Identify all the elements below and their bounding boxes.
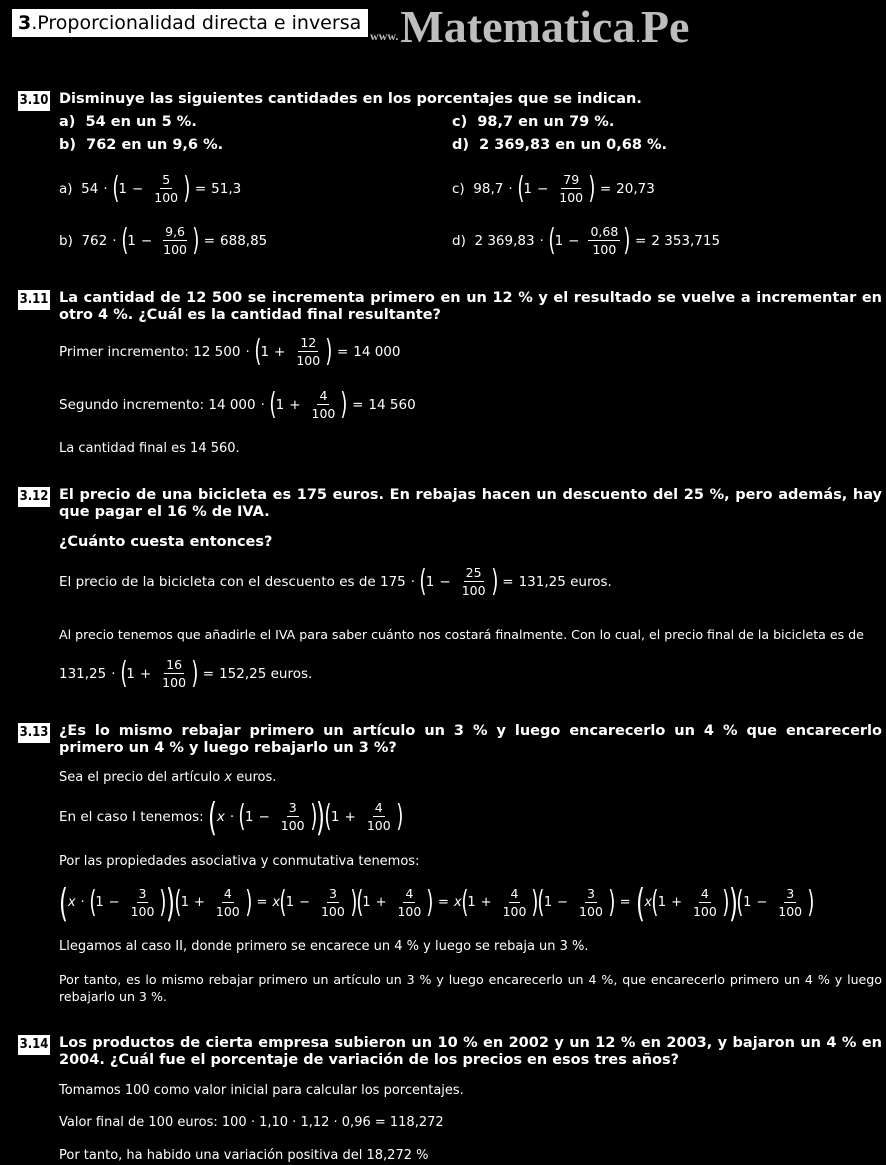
fraction: $\frac{9,6}{100}$ (163, 224, 187, 257)
exercise-number: 3.14 (18, 1035, 50, 1055)
fraction: $\frac{3}{100}$ (280, 800, 305, 833)
first-increment: Primer incremento: 12 500 · ( 1 + $\frac{12}{100}$ ) = 14 000 (59, 333, 401, 369)
conclusion-text: Por tanto, es lo mismo rebajar primero un artículo un 3 % y luego encarecerlo un 4 %, que encarecerlo primero un 4 % y luego rebajarlo un 3 %. (59, 972, 882, 1004)
final-amount: La cantidad final es 14 560. (59, 441, 240, 456)
fraction: $\frac{4}{100}$ (311, 388, 336, 421)
discount-price: El precio de la bicicleta con el descuento es de 175 · ( 1 − $\frac{25}{100}$ ) = 131,25 euros. (59, 563, 612, 599)
variation-text: Por tanto, ha habido una variación positiva del 18,272 % (59, 1148, 429, 1163)
final-price: 131,25 · ( 1 + $\frac{16}{100}$ ) = 152,25 euros. (59, 655, 313, 691)
exercise-question: Los productos de cierta empresa subieron un 10 % en 2002 y un 12 % en 2003, y bajaron un 4 % en 2004. ¿Cuál fue el porcentaje de variación de los precios en esos tres años? (59, 1035, 882, 1068)
exercise-number: 3.10 (18, 91, 50, 111)
chapter-title: .Proporcionalidad directa e inversa (31, 12, 362, 34)
exercise-question: El precio de una bicicleta es 175 euros. En rebajas hacen un descuento del 25 %, pero además, hay que pagar el 16 % de IVA. (59, 487, 882, 520)
iva-text: Al precio tenemos que añadirle el IVA para saber cuánto nos costará finalmente. Con lo cual, el precio final de la bicicleta es de (59, 627, 864, 642)
logo-www: www. (370, 29, 399, 43)
exercise-number: 3.13 (18, 723, 50, 743)
fraction: $\frac{5}{100}$ (154, 172, 179, 205)
fraction: $\frac{25}{100}$ (461, 565, 486, 598)
second-increment: Segundo incremento: 14 000 · ( 1 + $\frac{4}{100}$ ) = 14 560 (59, 386, 416, 422)
site-logo (370, 0, 689, 60)
chapter-number: 3 (18, 12, 32, 34)
fraction: $\frac{4}{100}$ (366, 800, 391, 833)
solution-a: a) 54 · ( 1 − $\frac{5}{100}$ ) = 51,3 (59, 170, 242, 206)
solution-c: c) 98,7 · ( 1 − $\frac{79}{100}$ ) = 20,73 (452, 170, 655, 206)
equivalence-chain: ( x · ( 1 − $\frac{3}{100}$ ) ) ( 1 + $\frac{4}{100}$ ) = x ( 1 − $\frac{3}{100}$ ) ( 1 + $\frac{4}{100}$ ) = x ( 1 + $\frac{4}{100}$ ) ( 1 − $\frac{3}{100}$ ) = ( x ( 1 + $\frac{4}{100}$ ) ) ( 1 − $\frac{3}{100}$ ) (58, 880, 815, 925)
properties-text: Por las propiedades asociativa y conmutativa tenemos: (59, 854, 420, 869)
logo-pe: Pe (640, 1, 690, 52)
fraction: $\frac{0,68}{100}$ (590, 224, 619, 257)
exercise-question: ¿Es lo mismo rebajar primero un artículo un 3 % y luego encarecerlo un 4 % que encarecerlo primero un 4 % y luego rebajarlo un 3 %? (59, 723, 882, 756)
exercise-number: 3.12 (18, 487, 50, 507)
exercise-question: Disminuye las siguientes cantidades en los porcentajes que se indican. (59, 91, 642, 107)
price-definition: Sea el precio del artículo x euros. (59, 770, 277, 785)
solution-d: d) 2 369,83 · ( 1 − $\frac{0,68}{100}$ ) = 2 353,715 (452, 222, 721, 258)
logo-main: Matematica (400, 1, 636, 52)
item-a: a) 54 en un 5 %. (59, 114, 197, 130)
solution-b: b) 762 · ( 1 − $\frac{9,6}{100}$ ) = 688,85 (59, 222, 268, 258)
initial-value-text: Tomamos 100 como valor inicial para calcular los porcentajes. (59, 1083, 464, 1098)
item-d: d) 2 369,83 en un 0,68 %. (452, 137, 668, 153)
final-value-text: Valor final de 100 euros: 100 · 1,10 · 1,12 · 0,96 = 118,272 (59, 1115, 444, 1130)
chapter-title-bar (12, 9, 368, 37)
exercise-question-2: ¿Cuánto cuesta entonces? (59, 534, 273, 550)
item-c: c) 98,7 en un 79 %. (452, 114, 615, 130)
case-one: En el caso I tenemos: ( x · ( 1 − $\frac{3}{100}$ ) ) ( 1 + $\frac{4}{100}$ ) (59, 794, 404, 839)
fraction: $\frac{79}{100}$ (559, 172, 584, 205)
fraction: $\frac{16}{100}$ (162, 657, 187, 690)
exercise-question: La cantidad de 12 500 se incrementa primero en un 12 % y el resultado se vuelve a incrementar en otro 4 %. ¿Cuál es la cantidad final resultante? (59, 290, 882, 323)
exercise-number: 3.11 (18, 290, 50, 310)
case-two-text: Llegamos al caso II, donde primero se encarece un 4 % y luego se rebaja un 3 %. (59, 939, 589, 954)
logo-dot: . (635, 25, 641, 47)
item-b: b) 762 en un 9,6 %. (59, 137, 224, 153)
fraction: $\frac{12}{100}$ (296, 335, 321, 368)
